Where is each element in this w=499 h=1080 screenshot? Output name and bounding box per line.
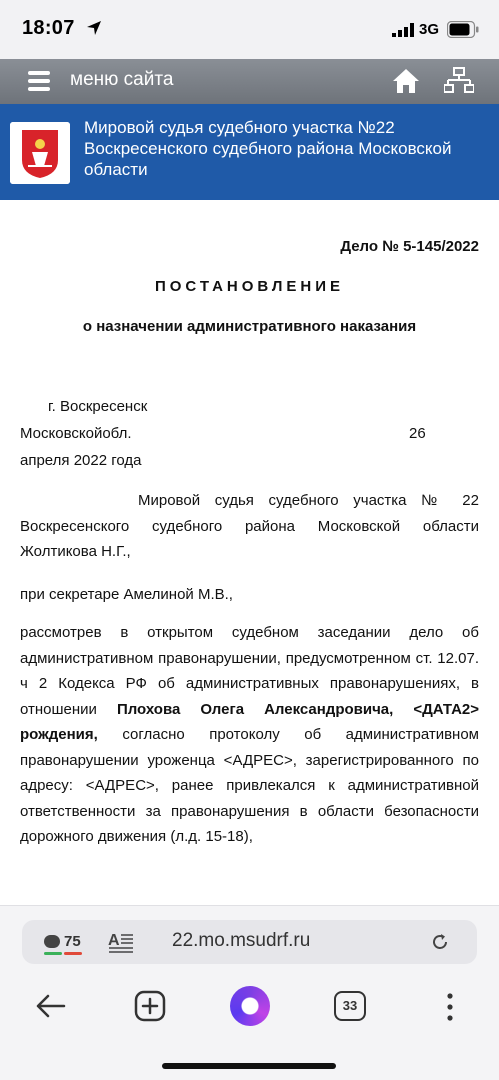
- comments-count: 75: [64, 933, 81, 950]
- case-number: Дело № 5-145/2022: [340, 238, 479, 255]
- rating-positive-bar: [44, 952, 62, 955]
- site-menu-bar: [0, 59, 499, 104]
- rating-negative-bar: [64, 952, 82, 955]
- document-subtitle: о назначении административного наказания: [82, 318, 417, 335]
- defendant-name: Плохова Олега Александровича, <ДАТА2> рождения,: [20, 700, 480, 743]
- paragraph-judge: Мировой судья судебного участка № 22 Воскресенского судебного района Московской области Жолтикова Н.Г.,: [20, 492, 479, 560]
- paragraph-secretary: при секретаре Амелиной М.В.,: [20, 586, 233, 603]
- browser-nav-row: [0, 984, 499, 1034]
- court-header: [0, 104, 499, 200]
- home-indicator: [162, 1063, 336, 1069]
- home-icon[interactable]: [392, 68, 420, 94]
- coat-of-arms-icon: [10, 122, 70, 184]
- document-place: г. Воскресенск: [48, 398, 148, 415]
- document-month-year: апреля 2022 года: [20, 452, 142, 469]
- back-arrow-icon[interactable]: [34, 992, 66, 1020]
- paragraph-case-details: [20, 620, 479, 850]
- browser-bottom-bar: [0, 905, 499, 1080]
- signal-icon: [392, 23, 414, 37]
- court-title: Мировой судья судебного участка №22 Воскресенского судебного района Московской области: [84, 118, 452, 179]
- comment-bubble-icon: [44, 935, 60, 948]
- more-options-icon[interactable]: [440, 990, 460, 1024]
- document-region: Московскойобл.: [20, 425, 132, 442]
- battery-icon: [447, 21, 479, 38]
- reader-mode-icon[interactable]: [108, 930, 134, 954]
- new-tab-icon[interactable]: [134, 990, 166, 1022]
- reload-icon[interactable]: [430, 932, 450, 952]
- document-day: 26: [409, 425, 426, 442]
- comments-badge[interactable]: [40, 930, 86, 956]
- case-details-text-b: согласно протоколу об административном правонарушении уроженца <АДРЕС>, зарегистрированного по адресу: <АДРЕС>, ранее привлекался к административной ответственности за правонарушения в области безопасности дорожного движения (л.д. 15-18),: [20, 726, 479, 845]
- status-time: 18:07: [22, 17, 75, 39]
- document-body: [0, 200, 499, 905]
- case-details-text-a: рассмотрев в открытом судебном заседании дело об административном правонарушении, предусмотренном ст. 12.07. ч 2 Кодекса РФ об административных правонарушениях, в отношении: [20, 624, 479, 718]
- tabs-counter-button[interactable]: 33: [334, 991, 366, 1021]
- network-type: 3G: [419, 21, 440, 38]
- site-menu-label[interactable]: меню сайта: [70, 69, 174, 90]
- url-text[interactable]: 22.mo.msudrf.ru: [172, 930, 311, 951]
- svg-text:A: A: [108, 932, 120, 949]
- address-bar[interactable]: [22, 920, 477, 964]
- status-bar: [0, 0, 499, 60]
- hamburger-menu-icon[interactable]: [28, 71, 50, 91]
- document-title: ПОСТАНОВЛЕНИЕ: [154, 278, 345, 295]
- location-arrow-icon: [86, 20, 102, 36]
- sitemap-icon[interactable]: [444, 67, 474, 95]
- voice-assistant-icon[interactable]: [230, 986, 270, 1026]
